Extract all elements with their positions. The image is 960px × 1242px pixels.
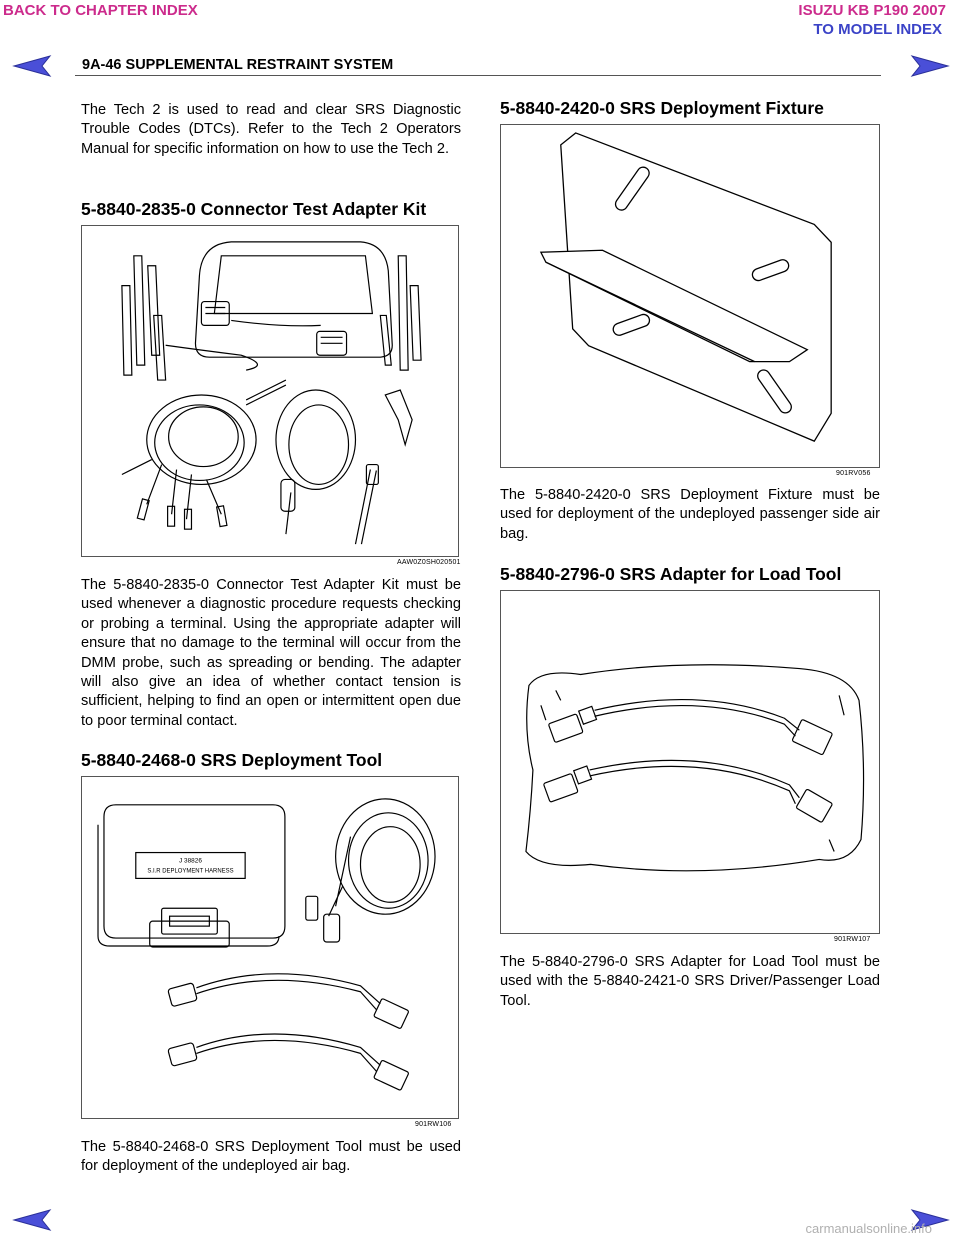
prev-page-icon[interactable] (12, 1208, 52, 1232)
connector-kit-description: The 5-8840-2835-0 Connector Test Adapter Kit must be used whenever a diagnostic procedure requests checking or probing a terminal. Using the appropriate adapter will ensure that no damage to the terminal will occur from the DMM probe, such as spreading or bending. The adapter will also give an idea of whether contact tension is sufficient, helping to find an open or intermittent open due to poor terminal contact. (81, 577, 461, 729)
connector-kit-heading: 5-8840-2835-0 Connector Test Adapter Kit (81, 199, 427, 219)
deployment-fixture-figure (500, 124, 880, 468)
intro-paragraph: The Tech 2 is used to read and clear SRS Diagnostic Trouble Codes (DTCs). Refer to the Tech 2 Operators Manual for specific information on how to use the Tech 2. (81, 102, 461, 157)
page-header-title: 9A-46 SUPPLEMENTAL RESTRAINT SYSTEM (82, 57, 394, 73)
connector-kit-figure (81, 225, 459, 557)
deployment-tool-description: The 5-8840-2468-0 SRS Deployment Tool must be used for deployment of the undeployed air bag. (81, 1139, 461, 1175)
load-tool-adapter-figure (500, 590, 880, 934)
watermark: carmanualsonline.info (805, 1221, 932, 1236)
load-tool-adapter-heading: 5-8840-2796-0 SRS Adapter for Load Tool (500, 564, 842, 584)
deployment-tool-heading: 5-8840-2468-0 SRS Deployment Tool (81, 750, 383, 770)
deployment-fixture-figure-code: 901RV056 (836, 470, 871, 477)
prev-page-icon[interactable] (12, 54, 52, 78)
load-tool-adapter-description: The 5-8840-2796-0 SRS Adapter for Load Tool must be used with the 5-8840-2421-0 SRS Driver/Passenger Load Tool. (500, 954, 880, 1009)
deployment-fixture-heading: 5-8840-2420-0 SRS Deployment Fixture (500, 98, 824, 118)
back-to-chapter-index-link[interactable]: BACK TO CHAPTER INDEX (3, 2, 198, 19)
case-label-line1: J 38826 (178, 857, 202, 865)
deployment-tool-figure (81, 776, 459, 1119)
deployment-fixture-description: The 5-8840-2420-0 SRS Deployment Fixture must be used for deployment of the undeployed passenger side air bag. (500, 487, 880, 542)
header-rule (75, 75, 881, 76)
to-model-index-link[interactable]: TO MODEL INDEX (813, 21, 942, 38)
connector-kit-figure-code: AAW0Z0SH020501 (397, 559, 461, 566)
load-tool-adapter-figure-code: 901RW107 (834, 936, 871, 943)
next-page-icon[interactable] (910, 54, 950, 78)
manual-title-link[interactable]: ISUZU KB P190 2007 (798, 2, 946, 19)
deployment-tool-figure-code: 901RW106 (415, 1121, 452, 1128)
case-label-line2: S.I.R DEPLOYMENT HARNESS (147, 868, 234, 875)
